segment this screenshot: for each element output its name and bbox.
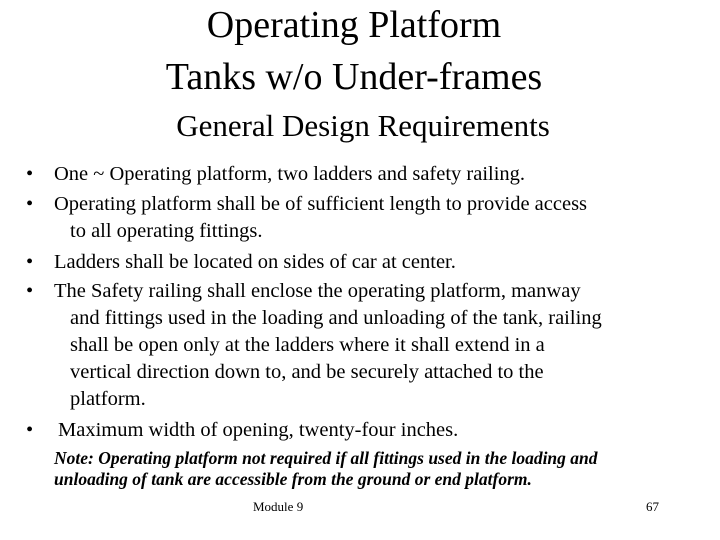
slide-title-line-1: Operating Platform xyxy=(206,4,502,46)
bullet-text-line: The Safety railing shall enclose the operating platform, manway xyxy=(54,280,581,302)
note-line-1: Note: Operating platform not required if all fittings used in the loading and xyxy=(54,448,598,468)
bullet-text-line: to all operating fittings. xyxy=(70,220,263,242)
bullet-text-line: platform. xyxy=(70,388,146,410)
bullet-text-line: shall be open only at the ladders where it shall extend in a xyxy=(70,334,545,356)
slide-title-line-2: Tanks w/o Under-frames xyxy=(165,56,543,98)
note-line-2: unloading of tank are accessible from the ground or end platform. xyxy=(54,469,532,489)
bullet-marker: • xyxy=(26,419,34,441)
bullet-text-line: vertical direction down to, and be securely attached to the xyxy=(70,361,544,383)
bullet-text-line: Ladders shall be located on sides of car at center. xyxy=(54,251,456,273)
bullet-text-line: and fittings used in the loading and unloading of the tank, railing xyxy=(70,307,602,329)
bullet-text-line: Maximum width of opening, twenty-four inches. xyxy=(58,419,459,441)
bullet-text-line: One ~ Operating platform, two ladders and safety railing. xyxy=(54,163,526,185)
bullet-marker: • xyxy=(26,251,34,273)
slide-subtitle: General Design Requirements xyxy=(176,108,550,143)
footer-page-number: 67 xyxy=(646,499,659,514)
bullet-marker: • xyxy=(26,280,34,302)
bullet-text-line: Operating platform shall be of sufficient length to provide access xyxy=(54,193,588,215)
bullet-marker: • xyxy=(26,163,34,185)
bullet-marker: • xyxy=(26,193,34,215)
footer-module: Module 9 xyxy=(253,499,304,514)
